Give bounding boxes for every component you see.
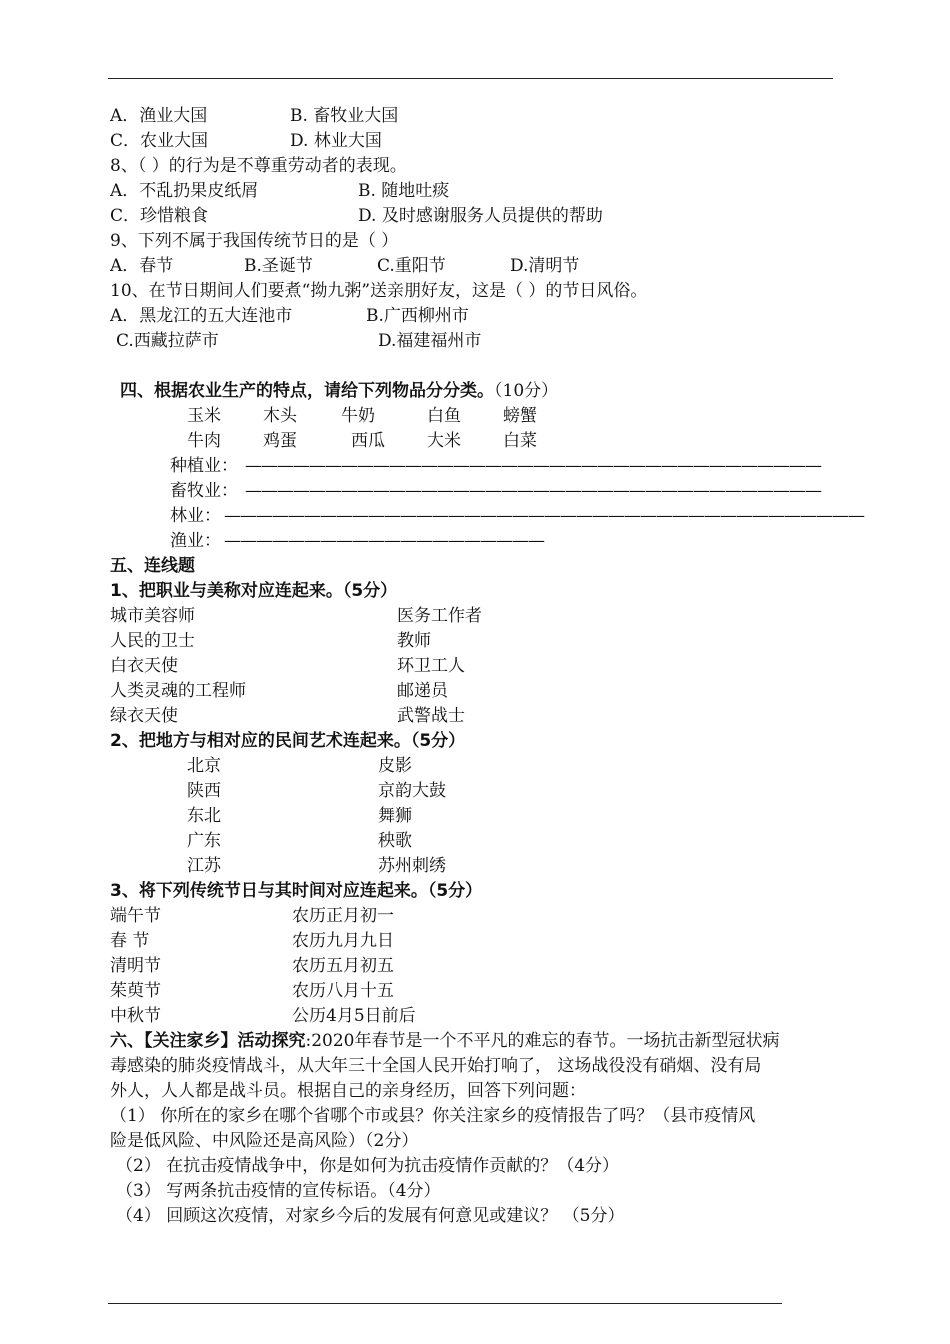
q3-right-item: 农历九月九日 [292,931,394,951]
q9-option-a: A．春节 [110,256,174,276]
q10-stem: 10、在节日期间人们要煮“拗九粥”送亲朋好友，这是（ ）的节日风俗。 [110,281,648,301]
section5-q2-title: 2、把地方与相对应的民间艺术连起来。（5分） [110,731,466,751]
forestry-answer-line: ———————————————————————————————————————— [224,506,864,526]
item: 玉米 [187,406,221,426]
q2-left-item: 北京 [187,756,221,776]
q2-right-item: 京韵大鼓 [378,781,446,801]
q8-option-c: C．珍惜粮食 [110,206,209,226]
livestock-label: 畜牧业： [170,481,238,501]
q1-left-item: 绿衣天使 [110,706,178,726]
q7-option-a: A．渔业大国 [110,106,208,126]
section5-q1-title: 1、把职业与美称对应连起来。（5分） [110,581,398,601]
planting-answer-line: ———————————————————————————————————— [245,456,821,476]
q9-option-c: C.重阳节 [377,256,446,276]
q8-option-b: B. 随地吐痰 [358,181,450,201]
footer-rule [108,1303,782,1304]
section6-question-4: （4） 回顾这次疫情，对家乡今后的发展有何意见或建议？ （5分） [116,1206,625,1226]
item: 鸡蛋 [263,431,297,451]
q8-stem: 8、（ ）的行为是不尊重劳动者的表现。 [110,156,407,176]
q3-left-item: 端午节 [110,906,161,926]
q1-left-item: 城市美容师 [110,606,195,626]
section4-score: （10分） [494,381,559,401]
livestock-answer-line: ———————————————————————————————————— [245,481,821,501]
q3-left-item: 中秋节 [110,1006,161,1026]
section6-intro-line-2: 毒感染的肺炎疫情战斗，从大年三十全国人民开始打响了， 这场战役没有硝烟、没有局 [110,1056,762,1076]
item: 西瓜 [351,431,385,451]
q9-option-b: B.圣诞节 [244,256,313,276]
q2-right-item: 秧歌 [378,831,412,851]
q9-option-d: D.清明节 [510,256,580,276]
q1-right-item: 医务工作者 [397,606,482,626]
q10-option-c: C.西藏拉萨市 [116,331,219,351]
section6-intro-line-3: 外人，人人都是战斗员。根据自己的亲身经历，回答下列问题： [110,1081,586,1101]
fishery-label: 渔业： [170,531,221,551]
forestry-label: 林业： [170,506,221,526]
section5-q3-title: 3、将下列传统节日与其时间对应连起来。（5分） [110,881,483,901]
q3-right-item: 公历4月5日前后 [292,1006,416,1026]
q1-right-item: 教师 [397,631,431,651]
section6-question-1: （1） 你所在的家乡在哪个省哪个市或县？你关注家乡的疫情报告了吗？（县市疫情风 [110,1106,756,1126]
q2-left-item: 陕西 [187,781,221,801]
q3-right-item: 农历八月十五 [292,981,394,1001]
q7-option-d: D. 林业大国 [290,131,382,151]
q2-left-item: 江苏 [187,856,221,876]
section4-heading: 四、根据农业生产的特点，请给下列物品分分类。 [120,381,494,401]
q1-right-item: 邮递员 [397,681,448,701]
q1-left-item: 白衣天使 [110,656,178,676]
q3-left-item: 清明节 [110,956,161,976]
fishery-answer-line: ———————————————————— [224,531,544,551]
q2-left-item: 东北 [187,806,221,826]
q3-left-item: 茱萸节 [110,981,161,1001]
q10-option-a: A．黑龙江的五大连池市 [110,306,293,326]
section6-title: 六、【关注家乡】活动探究 [110,1031,306,1051]
item: 木头 [263,406,297,426]
q2-right-item: 皮影 [378,756,412,776]
section5-title: 五、连线题 [110,556,195,576]
section6-question-2: （2） 在抗击疫情战争中，你是如何为抗击疫情作贡献的？（4分） [116,1156,620,1176]
q1-right-item: 武警战士 [397,706,465,726]
section6-question-1-cont: 险是低风险、中风险还是高风险）（2分） [110,1131,419,1151]
item: 大米 [427,431,461,451]
q2-left-item: 广东 [187,831,221,851]
section6-intro-text: :2020年春节是一个不平凡的难忘的春节。一场抗击新型冠状病 [305,1031,780,1051]
q9-stem: 9、下列不属于我国传统节日的是（ ） [110,231,399,251]
section6-intro-line-1 [110,1030,780,1052]
q10-option-d: D.福建福州市 [378,331,482,351]
q2-right-item: 舞狮 [378,806,412,826]
q7-option-c: C．农业大国 [110,131,209,151]
item: 白鱼 [427,406,461,426]
q10-option-b: B.广西柳州市 [366,306,469,326]
q8-option-a: A．不乱扔果皮纸屑 [110,181,259,201]
q1-left-item: 人类灵魂的工程师 [110,681,246,701]
q7-option-b: B. 畜牧业大国 [290,106,399,126]
header-rule [108,78,833,79]
item: 牛奶 [341,406,375,426]
q1-left-item: 人民的卫士 [110,631,195,651]
section6-question-3: （3） 写两条抗击疫情的宣传标语。（4分） [116,1181,441,1201]
q2-right-item: 苏州刺绣 [378,856,446,876]
item: 白菜 [503,431,537,451]
q1-right-item: 环卫工人 [397,656,465,676]
planting-label: 种植业： [170,456,238,476]
q3-left-item: 春 节 [110,931,150,951]
q8-option-d: D. 及时感谢服务人员提供的帮助 [358,206,603,226]
item: 牛肉 [187,431,221,451]
section4-title [120,380,558,402]
q3-right-item: 农历正月初一 [292,906,394,926]
item: 螃蟹 [503,406,537,426]
q3-right-item: 农历五月初五 [292,956,394,976]
